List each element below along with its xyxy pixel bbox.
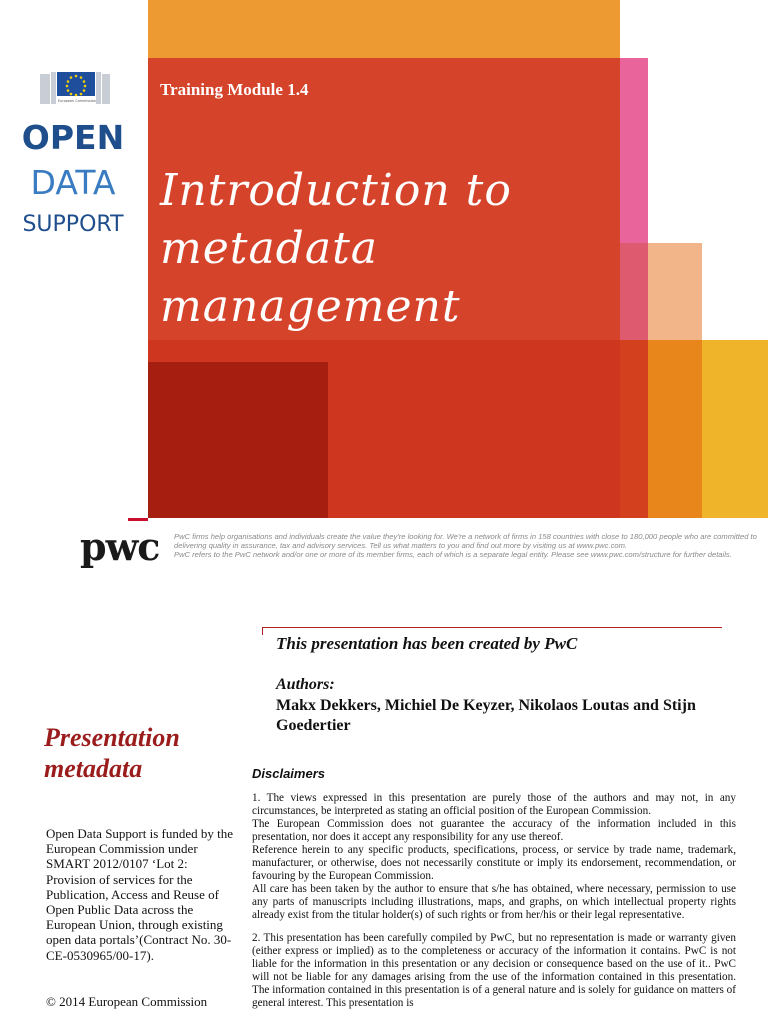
authors-list: Makx Dekkers, Michiel De Keyzer, Nikolaos Loutas and Stijn Goedertier xyxy=(276,697,696,734)
training-module-label: Training Module 1.4 xyxy=(160,80,309,99)
dark-red-square xyxy=(148,362,328,518)
created-by: This presentation has been created by PwC xyxy=(276,634,578,653)
funding-statement: Open Data Support is funded by the European Commission under SMART 2012/0107 ‘Lot 2: Provision of services for the Publication, Access and Reuse of Open Public Data across the European Union, through existing open data portals’(Contract No. 30-CE-0530965/00-17). xyxy=(46,826,234,963)
disclaimers-body xyxy=(252,792,736,1010)
presentation-title: Introduction to metadata management xyxy=(160,165,512,332)
authors-heading: Authors: xyxy=(276,676,335,693)
disclaimer-paragraph: The European Commission does not guarantee the accuracy of the information included in this presentation, nor does it accept any responsibility for any use thereof. xyxy=(252,818,736,843)
disclaimer-paragraph: Reference herein to any specific products, specifications, process, or service by trade name, trademark, manufacturer, or otherwise, does not necessarily constitute or imply its endorsement, recommendation, or favouring by the European Commission. xyxy=(252,844,736,882)
logo-support: SUPPORT xyxy=(22,212,124,237)
pwc-line-1: PwC firms help organisations and individuals create the value they're looking for. We're a network of firms in 158 countries with close to 180,000 people who are committed to xyxy=(174,532,757,541)
orange-bar xyxy=(648,340,702,518)
disclaimers-heading: Disclaimers xyxy=(252,766,325,781)
copyright-notice: © 2014 European Commission xyxy=(46,994,208,1009)
disclaimer-paragraph: All care has been taken by the author to ensure that s/he has obtained, where necessary, permission to use any parts of manuscripts including illustrations, maps, and graphs, on which intellectual property rights already exist from the titular holder(s) of such rights or from her/his or their legal representative. xyxy=(252,883,736,921)
yellow-bar xyxy=(702,340,768,518)
pwc-logo: pwc xyxy=(80,524,160,569)
divider-rule xyxy=(262,627,722,628)
presentation-metadata-title: Presentation metadata xyxy=(44,723,180,783)
disclaimer-paragraph: 1. The views expressed in this presentation are purely those of the authors and may not, in any circumstances, be interpreted as stating an official position of the European Commission. xyxy=(252,792,736,817)
logo-open: OPEN xyxy=(21,118,125,157)
pink-lower xyxy=(620,243,648,340)
pwc-logo-mark xyxy=(128,518,148,521)
disclaimer-paragraph: 2. This presentation has been carefully compiled by PwC, but no representation is made or warranty given (either express or implied) as to the completeness or accuracy of the information it contains. PwC is not liable for the information in this presentation or any decision or consequence based on the use of it.. PwC will not be liable for any damages arising from the use of the information contained in this presentation. The information contained in this presentation is of a general nature and is solely for guidance on matters of general interest. This presentation is xyxy=(252,932,736,1009)
eu-caption: European Commission xyxy=(58,99,96,103)
pink-strip xyxy=(620,58,648,243)
pwc-boilerplate xyxy=(174,532,764,559)
red-right-strip xyxy=(620,340,648,518)
divider-tick xyxy=(262,627,263,635)
pwc-line-3: PwC refers to the PwC network and/or one or more of its member firms, each of which is a separate legal entity. Please see www.pwc.com/structure for further details. xyxy=(174,550,732,559)
pwc-line-2: delivering quality in assurance, tax and advisory services. Tell us what matters to you and find out more by visiting us at www.pwc.com. xyxy=(174,541,628,550)
logo-data: DATA xyxy=(30,163,116,202)
orange-top-block xyxy=(148,0,620,58)
european-commission-logo xyxy=(40,70,110,108)
